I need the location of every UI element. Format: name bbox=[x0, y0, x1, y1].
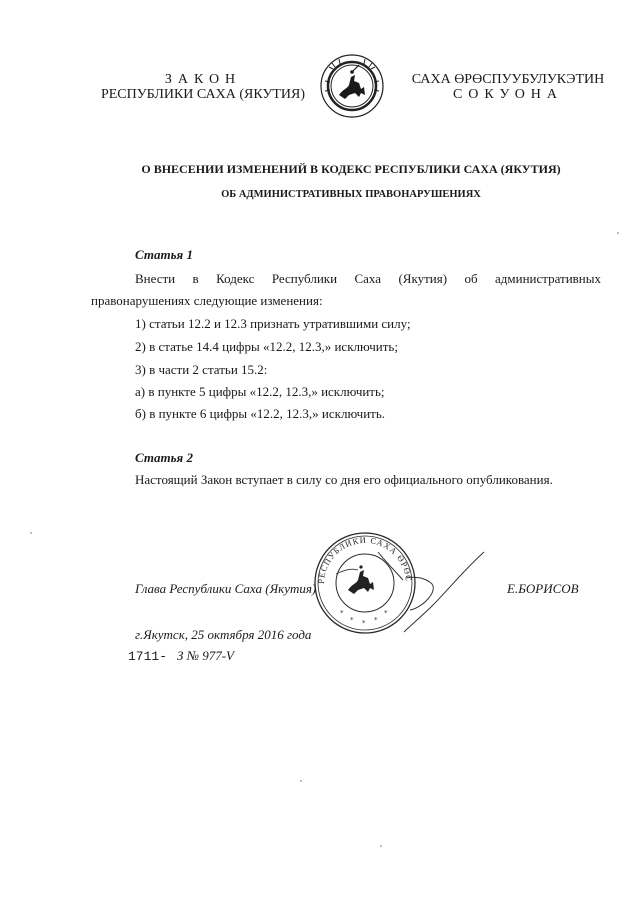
header-right bbox=[384, 72, 632, 102]
article-1-intro-line1: Внести в Кодекс Республики Саха (Якутия) об административных bbox=[135, 271, 601, 286]
document-title: О ВНЕСЕНИИ ИЗМЕНЕНИЙ В КОДЕКС РЕСПУБЛИКИ САХА (ЯКУТИЯ) bbox=[141, 162, 561, 176]
republic-name: РЕСПУБЛИКИ САХА (ЯКУТИЯ) bbox=[100, 87, 306, 102]
article-2-heading: Статья 2 bbox=[135, 450, 193, 465]
article-1-heading: Статья 1 bbox=[135, 247, 193, 262]
republic-name-sakha: САХА ӨРӨСПУУБУЛУКЭТИН bbox=[411, 72, 605, 87]
coat-of-arms-emblem bbox=[319, 53, 385, 119]
signatory-position: Глава Республики Саха (Якутия) bbox=[135, 581, 317, 596]
registration-code: З № 977-V bbox=[177, 648, 234, 663]
law-label-sakha: СОКУОНА bbox=[452, 87, 564, 102]
article-1-item: 3) в части 2 статьи 15.2: bbox=[135, 362, 268, 377]
article-2-text: Настоящий Закон вступает в силу со дня его официального опубликования. bbox=[135, 472, 553, 487]
article-1-item: 1) статьи 12.2 и 12.3 признать утратившими силу; bbox=[135, 316, 411, 331]
header-left bbox=[92, 72, 314, 102]
article-1-item: а) в пункте 5 цифры «12.2, 12.3,» исключить; bbox=[135, 384, 385, 399]
scan-speck bbox=[380, 845, 382, 847]
signatory-name: Е.БОРИСОВ bbox=[507, 581, 579, 596]
svg-text:*: * bbox=[350, 616, 354, 624]
article-1-item: 2) в статье 14.4 цифры «12.2, 12.3,» исключить; bbox=[135, 339, 398, 354]
place-and-date: г.Якутск, 25 октября 2016 года bbox=[135, 627, 312, 642]
registration-prefix: 1711- bbox=[128, 649, 168, 664]
svg-text:*: * bbox=[362, 619, 366, 627]
handwritten-signature bbox=[392, 548, 488, 640]
scan-speck bbox=[300, 780, 302, 782]
svg-text:РЕСПУБЛИКИ САХА ӨРӨСПУУБУЛУКЭТ: РЕСПУБЛИКИ САХА ӨРӨС bbox=[315, 534, 415, 585]
article-1-item: б) в пункте 6 цифры «12.2, 12.3,» исключить. bbox=[135, 406, 386, 421]
law-label: ЗАКОН bbox=[164, 72, 242, 87]
document-subtitle: ОБ АДМИНИСТРАТИВНЫХ ПРАВОНАРУШЕНИЯХ bbox=[221, 189, 481, 200]
article-1-intro-line2: правонарушениях следующие изменения: bbox=[91, 293, 323, 308]
svg-text:*: * bbox=[340, 609, 344, 617]
registration-number bbox=[128, 647, 234, 665]
svg-text:*: * bbox=[384, 609, 388, 617]
svg-text:*: * bbox=[374, 616, 378, 624]
scan-speck bbox=[30, 532, 32, 534]
scan-speck bbox=[617, 232, 619, 234]
